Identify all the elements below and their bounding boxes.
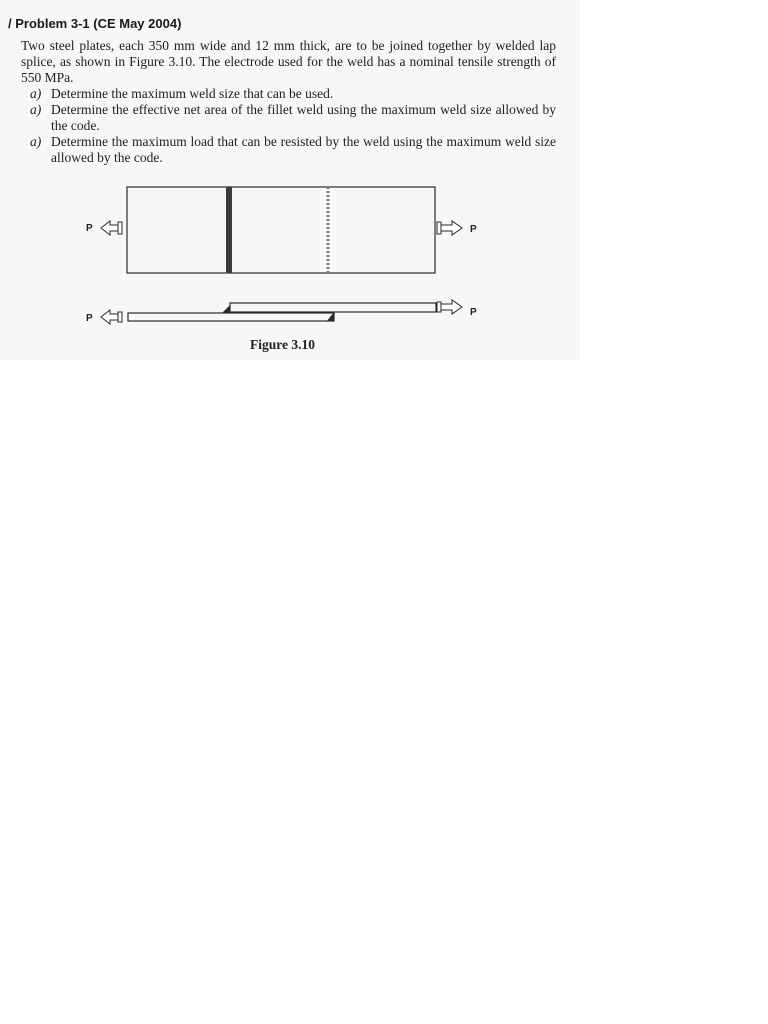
lower-plate — [128, 313, 334, 321]
figure-caption: Figure 3.10 — [250, 337, 315, 352]
load-label-left: P — [86, 223, 93, 234]
question-text: Determine the maximum load that can be resisted by the weld using the maximum weld size allowed by the code. — [51, 134, 556, 165]
question-marker: a) — [30, 102, 42, 117]
question-item — [30, 134, 556, 166]
side-view — [86, 300, 477, 324]
question-marker: a) — [30, 86, 42, 101]
question-text: Determine the maximum weld size that can be used. — [51, 86, 334, 101]
load-label-right: P — [470, 307, 477, 318]
problem-statement: Two steel plates, each 350 mm wide and 12 mm thick, are to be joined together by welded lap splice, as shown in Figure 3.10. The electrode used for the weld has a nominal tensile strength of 550 MPa. — [21, 38, 556, 85]
question-marker: a) — [30, 134, 42, 149]
right-arrow-icon — [437, 221, 462, 235]
fillet-weld-left — [222, 305, 230, 313]
plan-view — [86, 187, 477, 273]
load-label-right: P — [470, 224, 477, 235]
problem-heading: / Problem 3-1 (CE May 2004) — [8, 16, 182, 31]
lap-splice-figure — [0, 175, 580, 335]
upper-plate — [230, 303, 436, 312]
left-arrow-icon — [101, 221, 122, 235]
plate-outline — [127, 187, 435, 273]
load-label-left: P — [86, 313, 93, 324]
question-item — [30, 102, 556, 134]
solid-weld-line — [226, 187, 232, 273]
left-arrow-icon — [101, 310, 122, 324]
question-text: Determine the effective net area of the fillet weld using the maximum weld size allowed by the code. — [51, 102, 556, 133]
question-item — [30, 86, 556, 102]
right-arrow-icon — [437, 300, 462, 314]
question-list — [30, 86, 556, 166]
